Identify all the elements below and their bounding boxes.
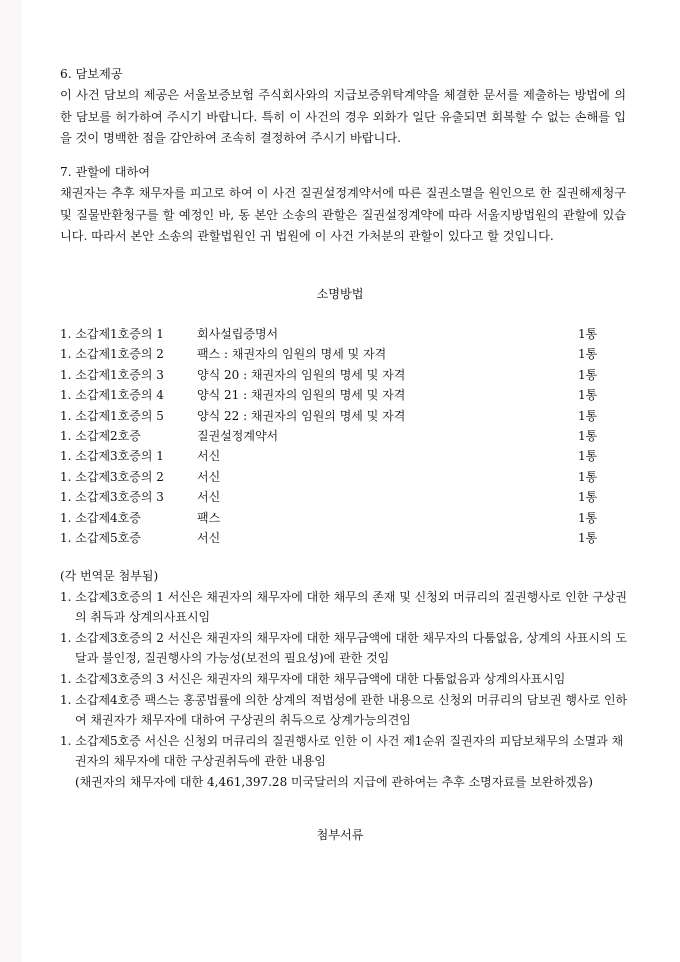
evidence-row bbox=[60, 344, 620, 364]
section-collateral bbox=[60, 64, 626, 149]
note-item: 1. 소갑제3호증의 3 서신은 채권자의 채무자에 대한 채무금액에 대한 다툼없음과 상계의사표시임 bbox=[60, 671, 566, 686]
evidence-quantity: 1통 bbox=[578, 388, 598, 403]
evidence-description: 서신 bbox=[197, 469, 221, 484]
evidence-row bbox=[60, 487, 620, 507]
evidence-title: 소명방법 bbox=[316, 287, 364, 301]
evidence-number: 1. 소갑제2호증 bbox=[60, 428, 141, 443]
attachment-title: 첨부서류 bbox=[316, 828, 364, 842]
evidence-row bbox=[60, 406, 620, 426]
evidence-row bbox=[60, 385, 620, 405]
evidence-quantity: 1통 bbox=[578, 327, 598, 341]
section-body: 이 사건 담보의 제공은 서울보증보험 주식회사와의 지급보증위탁계약을 체결한 문서를 제출하는 방법에 의한 담보를 허가하여 주시기 바랍니다. 특히 이 사건의 경우 외화가 일단 유출되면 회복할 수 없는 손해를 입을 것이 명백한 점을 감안하여 조속히 결정하여 주시기 바랍니다. bbox=[60, 88, 626, 145]
evidence-quantity: 1통 bbox=[578, 408, 598, 423]
evidence-quantity: 1통 bbox=[578, 469, 598, 484]
evidence-description: 서신 bbox=[197, 449, 221, 464]
evidence-description: 양식 21 : 채권자의 임원의 명세 및 자격 bbox=[197, 388, 406, 403]
section-body: 채권자는 추후 채무자를 피고로 하여 이 사건 질권설정계약서에 따른 질권소멸을 원인으로 한 질권해제청구 및 질물반환청구를 할 예정인 바, 동 본안 소송의 관할은 질권설정계약에 따라 서울지방법원의 관할에 있습니다. 따라서 본안 소송의 관할법원인 귀 법원에 이 사건 가처분의 관할이 있다고 할 것입니다. bbox=[60, 186, 626, 243]
evidence-number: 1. 소갑제1호증의 3 bbox=[60, 367, 164, 382]
evidence-row bbox=[60, 324, 620, 344]
evidence-number: 1. 소갑제3호증의 2 bbox=[60, 469, 164, 484]
notes-heading: (각 번역문 첨부됨) bbox=[60, 569, 159, 583]
note-item: 1. 소갑제4호증 팩스는 홍콩법률에 의한 상계의 적법성에 관한 내용으로 신청외 머큐리의 담보권 행사로 인하여 채권자가 채무자에 대하여 구상권의 취득으로 상계가능의견임 bbox=[60, 692, 628, 728]
evidence-description: 양식 22 : 채권자의 임원의 명세 및 자격 bbox=[197, 408, 406, 423]
evidence-description: 팩스 : 채권자의 임원의 명세 및 자격 bbox=[197, 347, 387, 362]
evidence-number: 1. 소갑제5호증 bbox=[60, 530, 141, 545]
section-heading: 6. 담보제공 bbox=[60, 67, 123, 81]
evidence-row bbox=[60, 365, 620, 385]
evidence-quantity: 1통 bbox=[578, 490, 598, 505]
evidence-number: 1. 소갑제1호증의 4 bbox=[60, 388, 164, 403]
evidence-number: 1. 소갑제3호증의 3 bbox=[60, 490, 164, 505]
evidence-number: 1. 소갑제1호증의 5 bbox=[60, 408, 164, 423]
evidence-row bbox=[60, 508, 620, 528]
section-jurisdiction bbox=[60, 162, 626, 247]
evidence-number: 1. 소갑제1호증의 1 bbox=[60, 327, 164, 341]
note-item: 1. 소갑제5호증 서신은 신청외 머큐리의 질권행사로 인한 이 사건 제1순위 질권자의 피담보채무의 소멸과 채권자의 채무자에 대한 구상권취득에 관한 내용임 bbox=[60, 733, 624, 769]
page-edge bbox=[0, 0, 22, 962]
evidence-quantity: 1통 bbox=[578, 510, 598, 525]
evidence-description: 서신 bbox=[197, 490, 221, 505]
translation-notes bbox=[60, 566, 628, 793]
evidence-row bbox=[60, 446, 620, 466]
evidence-list bbox=[60, 324, 620, 548]
evidence-description: 회사설립증명서 bbox=[197, 327, 279, 341]
evidence-quantity: 1통 bbox=[578, 428, 598, 443]
evidence-quantity: 1통 bbox=[578, 347, 598, 362]
evidence-row bbox=[60, 467, 620, 487]
evidence-description: 양식 20 : 채권자의 임원의 명세 및 자격 bbox=[197, 367, 406, 382]
evidence-row bbox=[60, 528, 620, 548]
evidence-description: 서신 bbox=[197, 530, 221, 545]
note-item: 1. 소갑제3호증의 1 서신은 채권자의 채무자에 대한 채무의 존재 및 신청외 머큐리의 질권행사로 인한 구상권의 취득과 상계의사표시임 bbox=[60, 589, 627, 625]
evidence-quantity: 1통 bbox=[578, 530, 598, 545]
evidence-quantity: 1통 bbox=[578, 367, 598, 382]
note-item: 1. 소갑제3호증의 2 서신은 채권자의 채무자에 대한 채무금액에 대한 채무자의 다툼없음, 상계의 사표시의 도달과 불인정, 질권행사의 가능성(보전의 필요성)에 관한 것임 bbox=[60, 630, 627, 666]
evidence-description: 팩스 bbox=[197, 510, 221, 525]
section-heading: 7. 관할에 대하여 bbox=[60, 165, 151, 179]
evidence-description: 질권설정계약서 bbox=[197, 428, 279, 443]
notes-remark: (채권자의 채무자에 대한 4,461,397.28 미국달러의 지급에 관하여는 추후 소명자료를 보완하겠음) bbox=[75, 774, 593, 789]
evidence-number: 1. 소갑제1호증의 2 bbox=[60, 347, 164, 362]
evidence-quantity: 1통 bbox=[578, 449, 598, 464]
evidence-number: 1. 소갑제3호증의 1 bbox=[60, 449, 164, 464]
evidence-number: 1. 소갑제4호증 bbox=[60, 510, 141, 525]
evidence-row bbox=[60, 426, 620, 446]
